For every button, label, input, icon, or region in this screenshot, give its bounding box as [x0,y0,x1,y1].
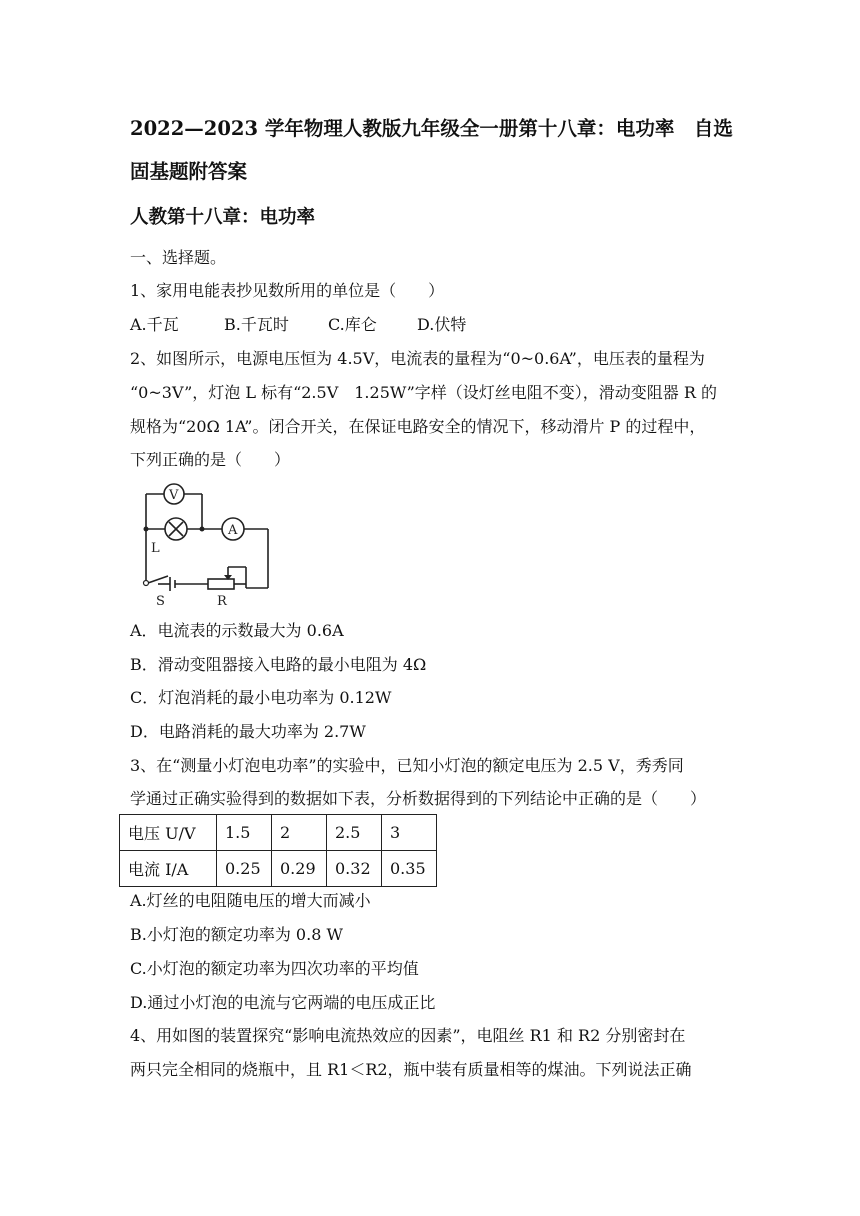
table-cell: 0.29 [272,851,327,887]
table-cell: 电流 I/A [120,851,217,887]
document-title-line-2: 固基题附答案 [130,160,248,183]
switch-label: S [156,594,165,609]
table-cell: 0.35 [382,851,437,887]
question-3-stem-line: 学通过正确实验得到的数据如下表，分析数据得到的下列结论中正确的是（ ） [130,789,707,808]
question-2-stem-line: 2、如图所示，电源电压恒为 4.5V，电流表的量程为“0~0.6A”，电压表的量程为 [130,349,705,368]
document-title-line-1: 2022—2023 学年物理人教版九年级全一册第十八章：电功率 自选 [130,117,733,140]
question-1-stem: 1、家用电能表抄见数所用的单位是（ ） [130,281,445,300]
question-4-stem-line: 两只完全相同的烧瓶中，且 R1＜R2，瓶中装有质量相等的煤油。下列说法正确 [130,1060,692,1079]
table-cell: 1.5 [217,815,272,851]
data-table [119,814,437,887]
question-2-option-d: D．电路消耗的最大功率为 2.7W [130,722,366,741]
table-cell: 3 [382,815,437,851]
part-heading: 一、选择题。 [130,248,227,267]
question-1-options [130,315,466,335]
table-cell: 电压 U/V [120,815,217,851]
question-2-stem-line: “0~3V”，灯泡 L 标有“2.5V 1.25W”字样（设灯丝电阻不变），滑动变阻器 R 的 [130,383,718,402]
question-2-option-c: C．灯泡消耗的最小电功率为 0.12W [130,688,392,707]
option-c: C.库仑 [328,315,377,334]
table-cell: 2.5 [327,815,382,851]
option-a: A.千瓦 [130,315,179,334]
question-3-option-a: A.灯丝的电阻随电压的增大而减小 [130,891,371,910]
table-cell: 0.32 [327,851,382,887]
question-3-option-c: C.小灯泡的额定功率为四次功率的平均值 [130,959,419,978]
table-row [120,851,437,887]
table-row [120,815,437,851]
lamp-label: L [151,541,160,556]
voltmeter-label: V [169,488,179,503]
option-d: D.伏特 [417,315,467,334]
question-2-option-a: A．电流表的示数最大为 0.6A [130,621,344,640]
rheostat-label: R [217,594,227,609]
option-b: B.千瓦时 [224,315,289,334]
question-2-option-b: B．滑动变阻器接入电路的最小电阻为 4Ω [130,655,427,674]
question-2-stem-line: 下列正确的是（ ） [130,450,291,469]
table-cell: 2 [272,815,327,851]
question-3-stem-line: 3、在“测量小灯泡电功率”的实验中，已知小灯泡的额定电压为 2.5 V，秀秀同 [130,756,684,775]
section-title: 人教第十八章：电功率 [130,207,316,228]
question-4-stem-line: 4、用如图的装置探究“影响电流热效应的因素”，电阻丝 R1 和 R2 分别密封在 [130,1026,686,1045]
question-3-option-d: D.通过小灯泡的电流与它两端的电压成正比 [130,993,436,1012]
table-cell: 0.25 [217,851,272,887]
ammeter-label: A [228,523,238,538]
question-3-option-b: B.小灯泡的额定功率为 0.8 W [130,925,343,944]
circuit-diagram [128,480,278,610]
question-2-stem-line: 规格为“20Ω 1A”。闭合开关，在保证电路安全的情况下，移动滑片 P 的过程中， [130,417,706,436]
